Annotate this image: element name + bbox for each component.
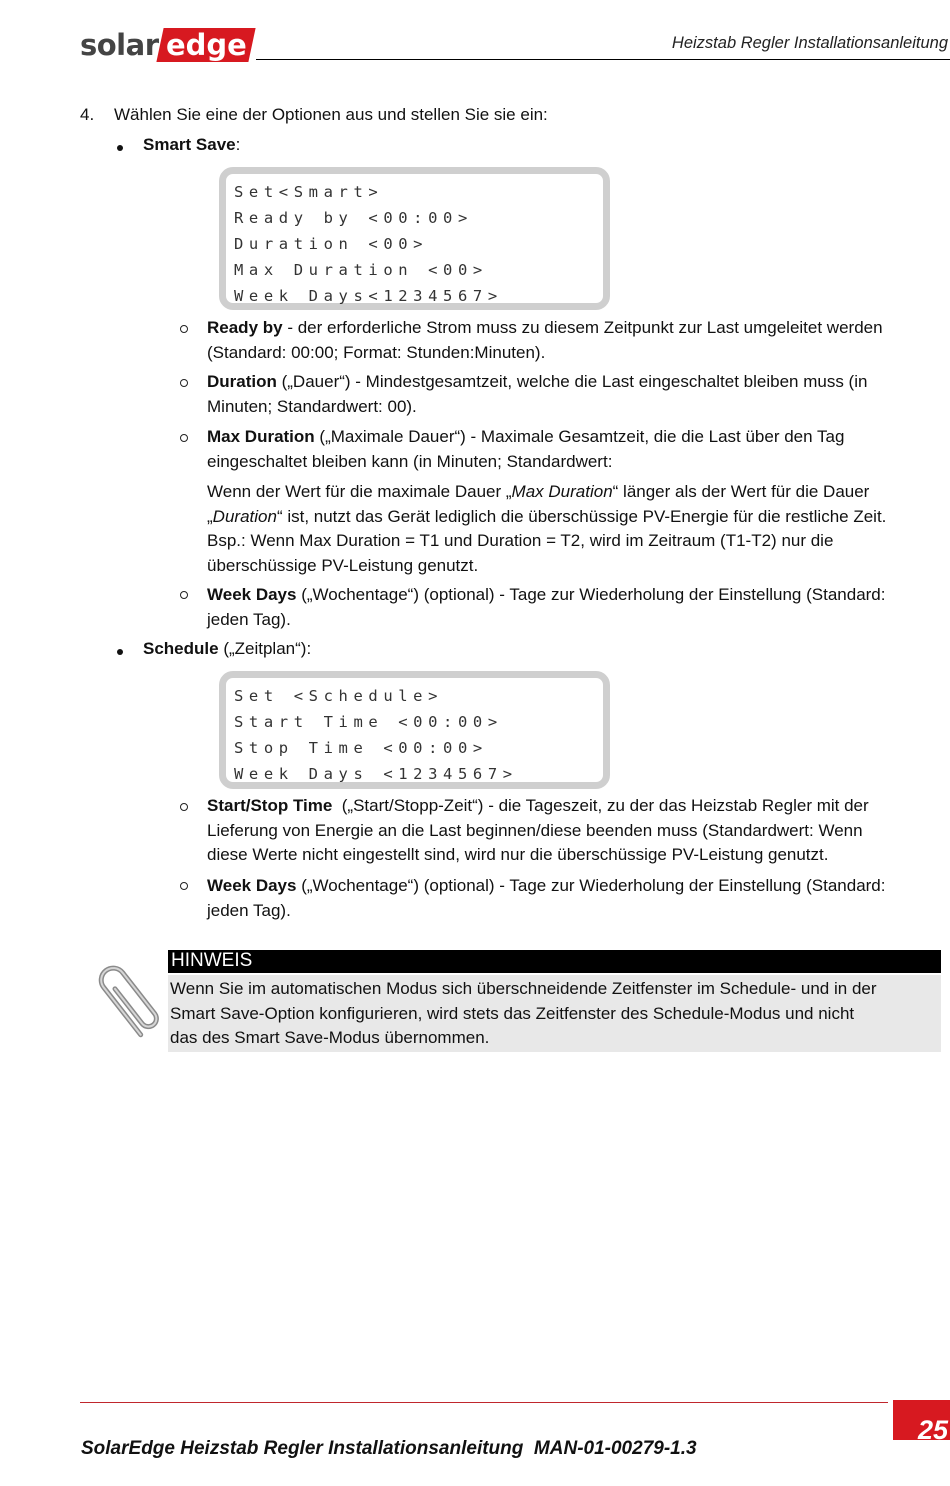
lcd-line: Ready by <00:00>	[234, 209, 473, 227]
circle-bullet-icon	[180, 434, 188, 442]
week-days-item: Week Days („Wochentage“) (optional) - Tage zur Wiederholung der Einstellung (Standard: jeden Tag).	[207, 876, 886, 920]
note-title: HINWEIS	[171, 950, 253, 971]
circle-bullet-icon	[180, 803, 188, 811]
footer-rule	[80, 1402, 888, 1403]
logo-solar-text: solar	[80, 28, 159, 62]
lcd-line: Week Days <1234567>	[234, 765, 518, 783]
bullet-icon	[117, 649, 123, 655]
circle-bullet-icon	[180, 591, 188, 599]
bullet-icon	[117, 145, 123, 151]
schedule-lcd-display	[219, 671, 610, 789]
header-rule	[256, 59, 950, 60]
max-duration-item: Max Duration („Maximale Dauer“) - Maximale Gesamtzeit, die die Last über den Tag eingeschaltet bleiben kann (in Minuten; Standardwert:	[207, 427, 845, 471]
circle-bullet-icon	[180, 379, 188, 387]
circle-bullet-icon	[180, 325, 188, 333]
paperclip-icon	[88, 957, 168, 1042]
duration-item: Duration („Dauer“) - Mindestgesamtzeit, welche die Last eingeschaltet bleiben muss (in Minuten; Standardwert: 00).	[207, 372, 868, 416]
start-stop-time-item: Start/Stop Time („Start/Stopp-Zeit“) - die Tageszeit, zu der das Heizstab Regler mit der Lieferung von Energie an die Last beginnen/diese beenden muss (Standardwert: Wenn diese Werte nicht eingestellt sind, wird nur die überschüssige PV-Leistung genutzt.	[207, 796, 869, 864]
lcd-line: Stop Time <00:00>	[234, 739, 488, 757]
step-text: Wählen Sie eine der Optionen aus und stellen Sie sie ein:	[114, 105, 548, 124]
max-duration-note: Wenn der Wert für die maximale Dauer „Max Duration“ länger als der Wert für die Dauer „Duration“ ist, nutzt das Gerät lediglich die überschüssige PV-Energie für die restliche Zeit. Bsp.: Wenn Max Duration = T1 und Duration = T2, wird im Zeitraum (T1-T2) nur die überschüssige PV-Leistung genutzt.	[207, 482, 887, 575]
ready-by-item: Ready by - der erforderliche Strom muss zu diesem Zeitpunkt zur Last umgeleitet werden (Standard: 00:00; Format: Stunden:Minuten).	[207, 318, 883, 362]
week-days-item: Week Days („Wochentage“) (optional) - Tage zur Wiederholung der Einstellung (Standard: jeden Tag).	[207, 585, 886, 629]
lcd-line: Duration <00>	[234, 235, 429, 253]
schedule-heading: Schedule („Zeitplan“):	[143, 639, 312, 658]
smart-save-heading: Smart Save:	[143, 135, 241, 154]
smart-save-lcd-display	[219, 167, 610, 310]
lcd-line: Set<Smart>	[234, 183, 384, 201]
lcd-line: Start Time <00:00>	[234, 713, 503, 731]
page-number: 25	[917, 1415, 948, 1445]
footer-text: SolarEdge Heizstab Regler Installationsanleitung MAN-01-00279-1.3	[81, 1438, 697, 1459]
lcd-line: Max Duration <00>	[234, 261, 488, 279]
note-text: Wenn Sie im automatischen Modus sich überschneidende Zeitfenster im Schedule- und in der Smart Save-Option konfigurieren, wird stets das Zeitfenster des Schedule-Modus und nicht das des Smart Save-Modus übernommen.	[170, 979, 877, 1047]
note-title-bar	[168, 950, 941, 973]
header-title: Heizstab Regler Installationsanleitung	[671, 34, 948, 52]
step-number: 4.	[80, 105, 95, 124]
lcd-line: Week Days<1234567>	[234, 287, 503, 305]
logo-edge-text: edge	[156, 28, 255, 62]
solaredge-logo	[80, 26, 251, 64]
lcd-line: Set <Schedule>	[234, 687, 444, 705]
circle-bullet-icon	[180, 882, 188, 890]
